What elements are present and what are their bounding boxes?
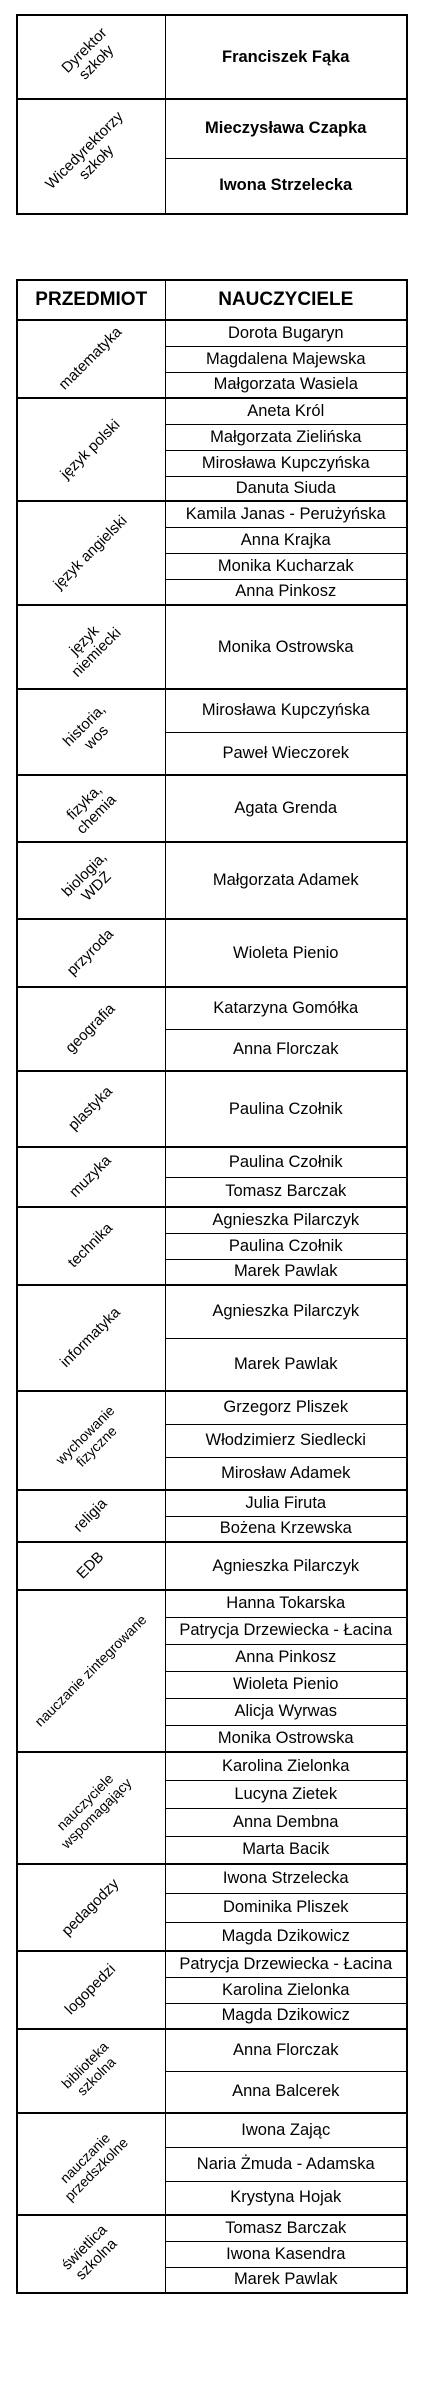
subject-label-cell bbox=[17, 2029, 165, 2113]
subject-row bbox=[17, 2029, 407, 2071]
subject-label: informatyka bbox=[57, 1303, 125, 1371]
subject-label-cell bbox=[17, 1490, 165, 1542]
subject-label-wrap bbox=[18, 1753, 165, 1863]
subject-row bbox=[17, 1590, 407, 1617]
subject-label-wrap bbox=[18, 1208, 165, 1284]
header-subject: PRZEDMIOT bbox=[17, 280, 165, 320]
subject-label: fizyka, chemia bbox=[63, 780, 120, 837]
subject-row bbox=[17, 1147, 407, 1177]
subject-label: biblioteka szkolna bbox=[58, 2038, 119, 2099]
subject-row bbox=[17, 2215, 407, 2241]
subject-name: Krystyna Hojak bbox=[165, 2181, 407, 2215]
director-name: Iwona Strzelecka bbox=[165, 158, 407, 214]
subject-name: Monika Ostrowska bbox=[165, 1725, 407, 1752]
subject-name: Katarzyna Gomółka bbox=[165, 987, 407, 1029]
subject-label: geografia bbox=[62, 1000, 119, 1057]
subject-label-wrap bbox=[18, 2216, 165, 2292]
director-label-wrap bbox=[18, 16, 165, 98]
subject-label: pedagodzy bbox=[58, 1874, 123, 1939]
subject-label-cell bbox=[17, 1071, 165, 1147]
header-teachers: NAUCZYCIELE bbox=[165, 280, 407, 320]
subject-label-wrap bbox=[18, 920, 165, 986]
subject-label-wrap bbox=[18, 1865, 165, 1950]
subject-label: nauczyciele wspomagający bbox=[53, 1770, 135, 1852]
subject-label-cell bbox=[17, 842, 165, 919]
subject-row bbox=[17, 320, 407, 346]
subject-name: Bożena Krzewska bbox=[165, 1516, 407, 1542]
subject-row bbox=[17, 1752, 407, 1780]
subject-label-cell bbox=[17, 1391, 165, 1490]
subject-label-wrap bbox=[18, 321, 165, 397]
subject-label: muzyka bbox=[66, 1152, 115, 1201]
subject-name: Monika Kucharzak bbox=[165, 553, 407, 579]
subject-name: Tomasz Barczak bbox=[165, 1177, 407, 1207]
subject-label-wrap bbox=[18, 399, 165, 500]
subject-name: Agnieszka Pilarczyk bbox=[165, 1285, 407, 1338]
subject-row bbox=[17, 398, 407, 424]
subject-name: Magda Dzikowicz bbox=[165, 1922, 407, 1951]
subject-row bbox=[17, 1285, 407, 1338]
subject-name: Tomasz Barczak bbox=[165, 2215, 407, 2241]
director-row bbox=[17, 15, 407, 99]
subject-name: Agata Grenda bbox=[165, 775, 407, 842]
subject-name: Wioleta Pienio bbox=[165, 1671, 407, 1698]
subject-label: technika bbox=[64, 1219, 117, 1272]
subject-label-wrap bbox=[18, 1591, 165, 1751]
subject-name: Lucyna Zietek bbox=[165, 1780, 407, 1808]
subject-label-wrap bbox=[18, 690, 165, 774]
subject-label-cell bbox=[17, 1542, 165, 1590]
subject-name: Marek Pawlak bbox=[165, 1259, 407, 1285]
subject-label: logopedzi bbox=[61, 1960, 120, 2019]
subject-label: religia bbox=[70, 1495, 111, 1536]
subject-label-cell bbox=[17, 1285, 165, 1391]
subject-row bbox=[17, 1207, 407, 1233]
subject-name: Mirosława Kupczyńska bbox=[165, 450, 407, 476]
subject-name: Anna Pinkosz bbox=[165, 579, 407, 605]
subject-label: przyroda bbox=[63, 925, 118, 980]
subject-label-cell bbox=[17, 987, 165, 1071]
subject-row bbox=[17, 501, 407, 527]
subject-row bbox=[17, 1864, 407, 1893]
subject-label-wrap bbox=[18, 2114, 165, 2214]
subject-row bbox=[17, 1490, 407, 1516]
subject-name: Paulina Czołnik bbox=[165, 1233, 407, 1259]
director-row bbox=[17, 99, 407, 158]
subject-row bbox=[17, 1391, 407, 1424]
subject-label: język niemiecki bbox=[66, 622, 125, 681]
directors-table bbox=[16, 14, 408, 215]
subject-name: Anna Krajka bbox=[165, 527, 407, 553]
subject-row bbox=[17, 775, 407, 842]
director-label-cell bbox=[17, 99, 165, 214]
subject-name: Iwona Strzelecka bbox=[165, 1864, 407, 1893]
subject-label-wrap bbox=[18, 988, 165, 1070]
subject-name: Małgorzata Wasiela bbox=[165, 372, 407, 398]
subject-name: Iwona Zając bbox=[165, 2113, 407, 2147]
subject-name: Anna Pinkosz bbox=[165, 1644, 407, 1671]
subject-row bbox=[17, 842, 407, 919]
subject-name: Małgorzata Adamek bbox=[165, 842, 407, 919]
subject-name: Paulina Czołnik bbox=[165, 1147, 407, 1177]
subject-row bbox=[17, 1542, 407, 1590]
director-label-wrap bbox=[18, 100, 165, 213]
subject-name: Małgorzata Zielińska bbox=[165, 424, 407, 450]
subject-name: Mirosław Adamek bbox=[165, 1457, 407, 1490]
subject-name: Anna Balcerek bbox=[165, 2071, 407, 2113]
subject-label: EDB bbox=[73, 1548, 108, 1583]
subject-name: Włodzimierz Siedlecki bbox=[165, 1424, 407, 1457]
subject-name: Paweł Wieczorek bbox=[165, 732, 407, 775]
subject-name: Naria Żmuda - Adamska bbox=[165, 2147, 407, 2181]
subject-name: Agnieszka Pilarczyk bbox=[165, 1207, 407, 1233]
subject-label-wrap bbox=[18, 1286, 165, 1390]
staff-table bbox=[16, 279, 408, 2294]
subject-label: nauczanie przedszkolne bbox=[56, 2129, 132, 2204]
subject-label: historia, wos bbox=[60, 700, 112, 753]
subject-row bbox=[17, 1071, 407, 1147]
subject-label: nauczanie zintegrowane bbox=[31, 1611, 150, 1730]
subject-row bbox=[17, 987, 407, 1029]
subject-name: Kamila Janas - Perużyńska bbox=[165, 501, 407, 527]
subject-name: Anna Florczak bbox=[165, 2029, 407, 2071]
subject-label-wrap bbox=[18, 776, 165, 841]
subject-label-cell bbox=[17, 1590, 165, 1752]
subject-label-cell bbox=[17, 398, 165, 501]
subject-name: Agnieszka Pilarczyk bbox=[165, 1542, 407, 1590]
subject-label: plastyka bbox=[65, 1082, 117, 1134]
subject-label-wrap bbox=[18, 1392, 165, 1489]
subject-label-cell bbox=[17, 1207, 165, 1285]
subject-label-wrap bbox=[18, 2030, 165, 2112]
subject-label-wrap bbox=[18, 502, 165, 604]
director-label: Wicedyrektorzy szkoły bbox=[42, 107, 127, 193]
director-label: Dyrektor szkoły bbox=[58, 24, 118, 84]
subject-name: Magda Dzikowicz bbox=[165, 2003, 407, 2029]
director-label-cell bbox=[17, 15, 165, 99]
subject-label: matematyka bbox=[55, 323, 126, 394]
subject-name: Anna Dembna bbox=[165, 1808, 407, 1836]
subject-label-cell bbox=[17, 1951, 165, 2029]
director-name: Mieczysława Czapka bbox=[165, 99, 407, 158]
subject-label-cell bbox=[17, 1864, 165, 1951]
subject-name: Mirosława Kupczyńska bbox=[165, 689, 407, 732]
subject-row bbox=[17, 605, 407, 689]
subject-row bbox=[17, 919, 407, 987]
subject-name: Iwona Kasendra bbox=[165, 2241, 407, 2267]
subject-label-cell bbox=[17, 501, 165, 605]
subject-label-wrap bbox=[18, 843, 165, 918]
subject-label: język angielski bbox=[50, 512, 131, 593]
subject-label: biologia, WDŻ bbox=[58, 848, 115, 904]
subject-name: Julia Firuta bbox=[165, 1490, 407, 1516]
subject-name: Anna Florczak bbox=[165, 1029, 407, 1071]
subject-label: wychowanie fizyczne bbox=[52, 1401, 120, 1469]
subject-name: Hanna Tokarska bbox=[165, 1590, 407, 1617]
subject-label-cell bbox=[17, 1752, 165, 1864]
subject-name: Monika Ostrowska bbox=[165, 605, 407, 689]
subject-name: Magdalena Majewska bbox=[165, 346, 407, 372]
subject-row bbox=[17, 2113, 407, 2147]
subject-name: Karolina Zielonka bbox=[165, 1752, 407, 1780]
subject-label-wrap bbox=[18, 1491, 165, 1541]
subject-label-wrap bbox=[18, 1072, 165, 1146]
subject-label: świetlica szkolna bbox=[58, 2221, 121, 2284]
subject-row bbox=[17, 689, 407, 732]
subject-name: Patrycja Drzewiecka - Łacina bbox=[165, 1617, 407, 1644]
subject-label-cell bbox=[17, 320, 165, 398]
subject-label-cell bbox=[17, 605, 165, 689]
subject-name: Dominika Pliszek bbox=[165, 1893, 407, 1922]
subject-label-cell bbox=[17, 1147, 165, 1207]
subject-name: Paulina Czołnik bbox=[165, 1071, 407, 1147]
subject-label-cell bbox=[17, 919, 165, 987]
subject-name: Aneta Król bbox=[165, 398, 407, 424]
subject-row bbox=[17, 1951, 407, 1977]
subject-label-cell bbox=[17, 775, 165, 842]
subject-label-wrap bbox=[18, 1543, 165, 1589]
director-name: Franciszek Fąka bbox=[165, 15, 407, 99]
subject-label-cell bbox=[17, 689, 165, 775]
subject-label-wrap bbox=[18, 1952, 165, 2028]
subject-name: Karolina Zielonka bbox=[165, 1977, 407, 2003]
subject-label-cell bbox=[17, 2113, 165, 2215]
subject-label-wrap bbox=[18, 1148, 165, 1206]
subject-label-wrap bbox=[18, 606, 165, 688]
subject-name: Marek Pawlak bbox=[165, 2267, 407, 2293]
subject-name: Grzegorz Pliszek bbox=[165, 1391, 407, 1424]
subject-name: Marek Pawlak bbox=[165, 1338, 407, 1391]
subject-name: Dorota Bugaryn bbox=[165, 320, 407, 346]
subject-name: Marta Bacik bbox=[165, 1836, 407, 1864]
subject-name: Patrycja Drzewiecka - Łacina bbox=[165, 1951, 407, 1977]
subject-name: Alicja Wyrwas bbox=[165, 1698, 407, 1725]
subject-name: Danuta Siuda bbox=[165, 476, 407, 501]
subject-name: Wioleta Pienio bbox=[165, 919, 407, 987]
subject-label-cell bbox=[17, 2215, 165, 2293]
subject-label: język polski bbox=[57, 415, 124, 482]
